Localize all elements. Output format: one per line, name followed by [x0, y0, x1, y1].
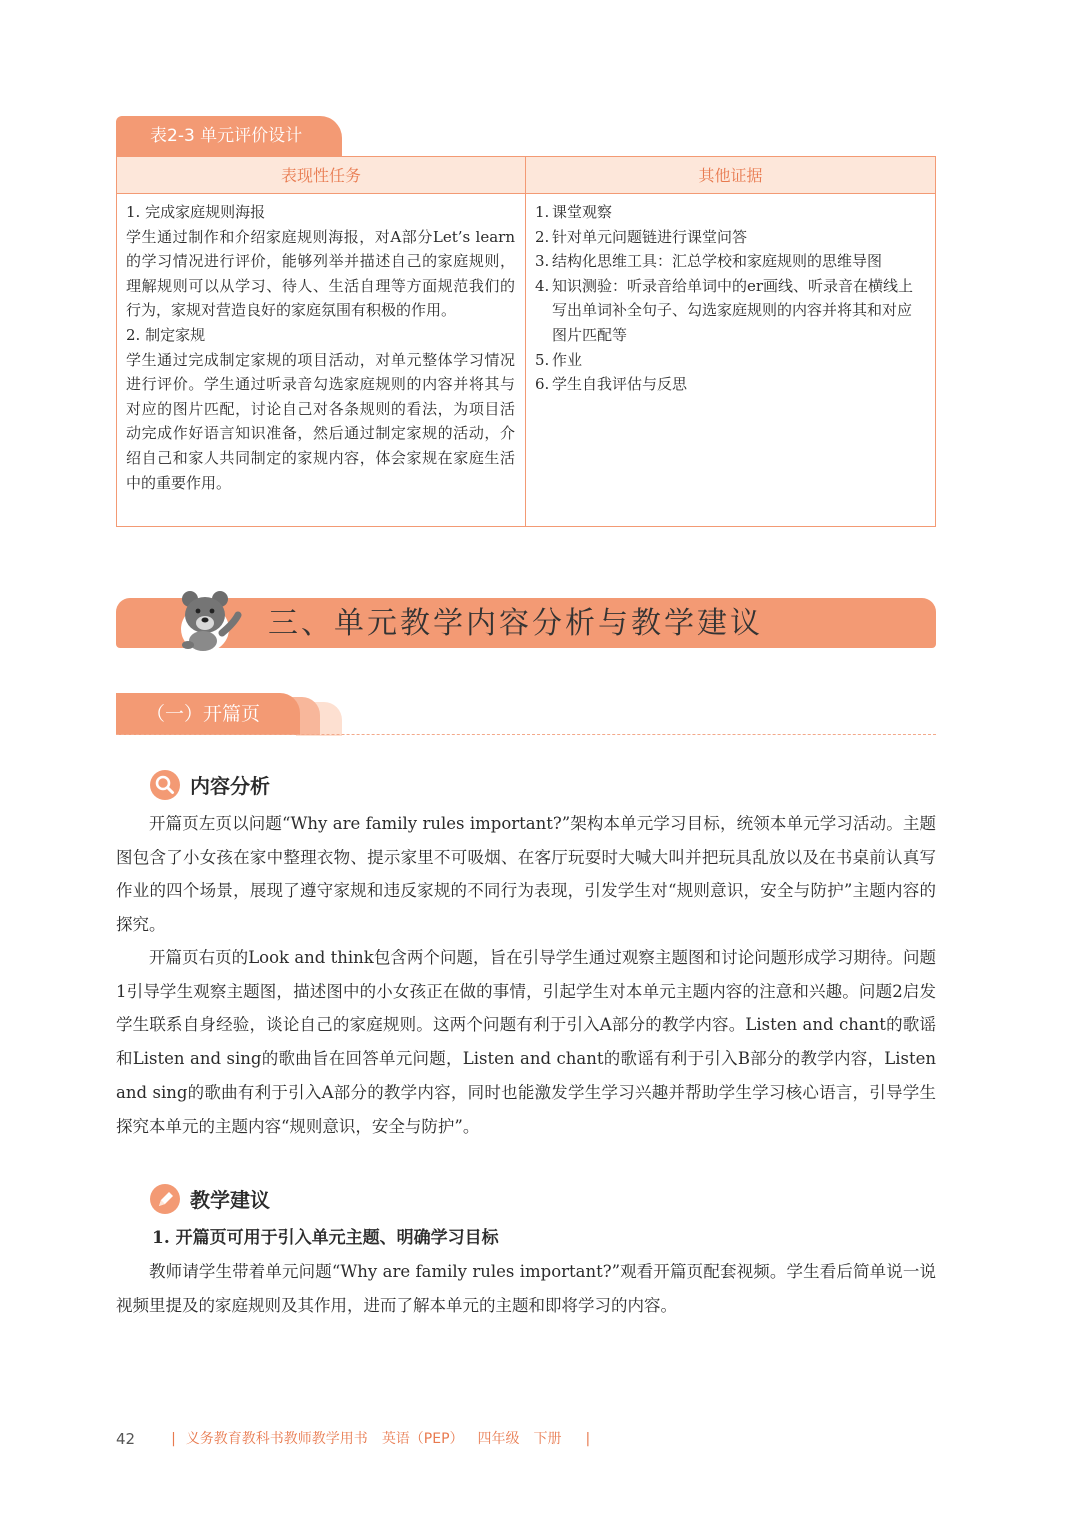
pencil-icon: [150, 1184, 180, 1214]
subsection-title: （一）开篇页: [116, 693, 300, 735]
page-footer: [116, 1427, 600, 1451]
footer-book-title: 义务教育教科书教师教学用书: [185, 1431, 368, 1447]
footer-separator: |: [585, 1431, 591, 1447]
task-2-title: 2. 制定家规: [126, 325, 206, 344]
table-header-performance-tasks: 表现性任务: [117, 157, 526, 194]
suggestion-1-text: 教师请学生带着单元问题“Why are family rules important?”观看开篇页配套视频。学生看后简单说一说视频里提及的家庭规则及其作用，进而了解本单元的主题和即将学习的内容。: [116, 1262, 936, 1315]
section-title: 三、单元教学内容分析与教学建议: [268, 606, 763, 641]
suggestion-1-title: 1. 开篇页可用于引入单元主题、明确学习目标: [152, 1228, 499, 1248]
footer-volume: 下册: [533, 1431, 562, 1447]
task-2-text: 学生通过完成制定家规的项目活动，对单元整体学习情况进行评价。学生通过听录音勾选家庭规则的内容并将其与对应的图片匹配，讨论自己对各条规则的看法，为项目活动完成作好语言知识准备，然后通过制定家规的活动，介绍自己和家人共同制定的家规内容，体会家规在家庭生活中的重要作用。: [126, 350, 515, 492]
footer-separator: |: [171, 1431, 176, 1447]
task-1-title: 1. 完成家庭规则海报: [126, 203, 266, 221]
magnifier-icon: [150, 770, 180, 800]
table-cell-other-evidence: [526, 194, 935, 526]
table-caption: 表2-3 单元评价设计: [116, 116, 342, 156]
table-cell-performance-tasks: [117, 194, 526, 526]
content-analysis-paragraph-1: 开篇页左页以问题“Why are family rules important?”架构本单元学习目标，统领本单元学习活动。主题图包含了小女孩在家中整理衣物、提示家里不可吸烟、在客厅玩耍时大喊大叫并把玩具乱放以及在书桌前认真写作业的四个场景，展现了遵守家规和违反家规的不同行为表现，引发学生对“规则意识，安全与防护”主题内容的探究。: [116, 814, 936, 935]
divider: [116, 734, 936, 735]
bear-mascot-icon: [170, 585, 242, 653]
footer-subject: 英语（PEP）: [381, 1431, 464, 1447]
teaching-suggestions-heading: 教学建议: [190, 1188, 270, 1212]
evidence-item: 3. 结构化思维工具：汇总学校和家庭规则的思维导图: [535, 252, 883, 271]
evidence-item: 6. 学生自我评估与反思: [535, 375, 688, 394]
footer-grade: 四年级: [477, 1431, 520, 1447]
task-1-text: 学生通过制作和介绍家庭规则海报，对A部分Let’s learn的学习情况进行评价，能够列举并描述自己的家庭规则，理解规则可以从学习、待人、生活自理等方面规范我们的行为，家规对营造良好的家庭氛围有积极的作用。: [126, 227, 515, 320]
evidence-item: 2. 针对单元问题链进行课堂问答: [535, 227, 748, 246]
evaluation-table: [116, 156, 936, 527]
evidence-item: 4. 知识测验：听录音给单词中的er画线、听录音在横线上写出单词补全句子、勾选家庭规则的内容并将其和对应图片匹配等: [535, 276, 914, 344]
evidence-item: 1. 课堂观察: [535, 203, 613, 221]
evidence-item: 5. 作业: [535, 350, 583, 369]
page-number: 42: [116, 1430, 136, 1448]
content-analysis-paragraph-2: 开篇页右页的Look and think包含两个问题，旨在引导学生通过观察主题图和讨论问题形成学习期待。问题1引导学生观察主题图，描述图中的小女孩正在做的事情，引起学生对本单元主题内容的注意和兴趣。问题2启发学生联系自身经验，谈论自己的家庭规则。这两个问题有利于引入A部分的教学内容。Listen and chant的歌谣和Listen and sing的歌曲旨在回答单元问题，Listen and chant的歌谣有利于引入B部分的教学内容，Listen and sing的歌曲有利于引入A部分的教学内容，同时也能激发学生学习兴趣并帮助学生学习核心语言，引导学生探究本单元的主题内容“规则意识，安全与防护”。: [116, 948, 936, 1136]
table-header-other-evidence: 其他证据: [526, 157, 935, 194]
content-analysis-heading: 内容分析: [190, 774, 270, 798]
